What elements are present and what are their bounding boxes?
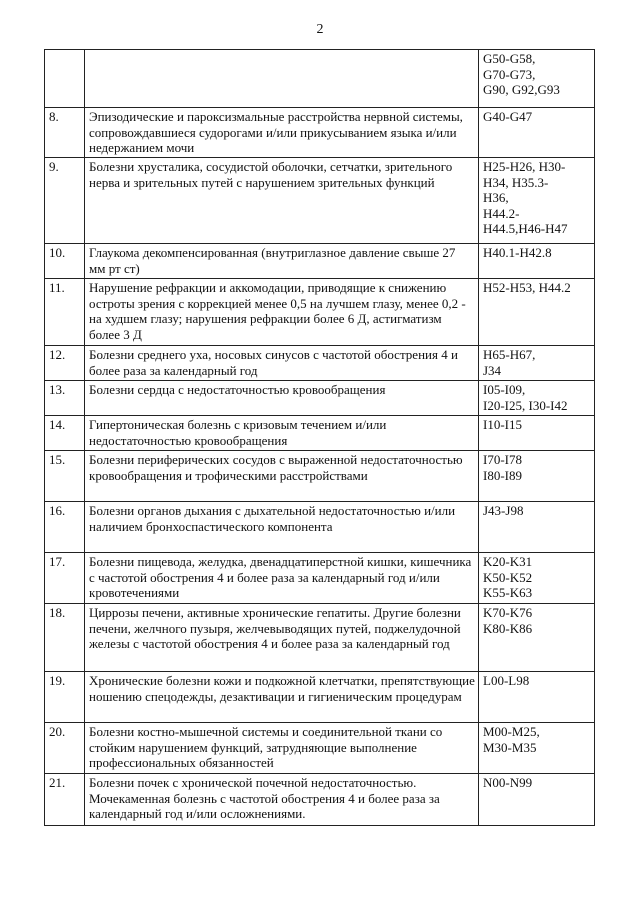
row-codes — [479, 502, 595, 553]
icd-code: L00-L98 — [483, 673, 530, 688]
row-description: Болезни костно-мышечной системы и соединительной ткани со стойким нарушением функций, затрудняющие выполнение профессиональных обязанностей — [85, 723, 479, 774]
row-description: Болезни сердца с недостаточностью кровообращения — [85, 381, 479, 416]
icd-code: I05-I09, — [483, 382, 526, 397]
row-description: Эпизодические и пароксизмальные расстройства нервной системы, сопровождавшиеся судорогами и/или прикусыванием языка и/или недержанием мочи — [85, 108, 479, 158]
icd-code: K80-K86 — [483, 620, 533, 636]
icd-code: G70-G73, — [483, 66, 536, 82]
table-row — [45, 553, 595, 604]
row-codes — [479, 723, 595, 774]
icd-code: K70-K76 — [483, 605, 533, 620]
icd-code: H44.5,H46-H47 — [483, 221, 568, 236]
table-row — [45, 108, 595, 158]
table-row — [45, 416, 595, 451]
icd-code: H25-H26, H30- — [483, 159, 566, 174]
row-codes — [479, 416, 595, 451]
table-body — [45, 50, 595, 826]
row-codes — [479, 346, 595, 381]
icd-code: I20-I25, I30-I42 — [483, 397, 568, 413]
icd-code: J34 — [483, 362, 502, 378]
row-number: 19. — [45, 672, 85, 723]
icd-code: M00-M25, — [483, 724, 540, 739]
row-description: Гипертоническая болезнь с кризовым течением и/или недостаточностью кровообращения — [85, 416, 479, 451]
table-row — [45, 346, 595, 381]
row-description: Циррозы печени, активные хронические гепатиты. Другие болезни печени, желчного пузыря, желчевыводящих путей, поджелудочной железы с частотой обострения 4 и более раза за календарный год — [85, 604, 479, 672]
row-description: Болезни органов дыхания с дыхательной недостаточностью и/или наличием бронхоспастического компонента — [85, 502, 479, 553]
table-row — [45, 50, 595, 108]
table-row — [45, 723, 595, 774]
icd-code: K20-K31 — [483, 554, 533, 569]
icd-code: I10-I15 — [483, 417, 522, 432]
row-description: Болезни хрусталика, сосудистой оболочки, сетчатки, зрительного нерва и зрительных путей с нарушением зрительных функций — [85, 158, 479, 244]
icd-code: H36, — [483, 190, 509, 205]
row-number: 20. — [45, 723, 85, 774]
row-codes — [479, 50, 595, 108]
table-row — [45, 604, 595, 672]
table-row — [45, 774, 595, 826]
icd-code: H65-H67, — [483, 347, 536, 362]
table-row — [45, 502, 595, 553]
row-description: Глаукома декомпенсированная (внутриглазное давление свыше 27 мм рт ст) — [85, 244, 479, 279]
icd-code: H44.2- — [483, 205, 520, 221]
table-row — [45, 279, 595, 346]
row-number: 21. — [45, 774, 85, 826]
icd-code: K55-K63 — [483, 585, 533, 600]
row-description: Хронические болезни кожи и подкожной клетчатки, препятствующие ношению спецодежды, дезактивации и гигиеническим процедурам — [85, 672, 479, 723]
row-number: 14. — [45, 416, 85, 451]
row-number: 10. — [45, 244, 85, 279]
row-number: 11. — [45, 279, 85, 346]
icd-code: H34, H35.3- — [483, 174, 549, 190]
row-description — [85, 50, 479, 108]
row-codes — [479, 774, 595, 826]
row-codes — [479, 553, 595, 604]
row-number: 13. — [45, 381, 85, 416]
icd-code: G40-G47 — [483, 109, 533, 124]
icd-code: M30-M35 — [483, 739, 537, 755]
table-row — [45, 158, 595, 244]
row-codes — [479, 244, 595, 279]
row-description: Болезни пищевода, желудка, двенадцатиперстной кишки, кишечника с частотой обострения 4 и более раза за календарный год и/или кровотечениями — [85, 553, 479, 604]
icd-code: H40.1-H42.8 — [483, 245, 552, 260]
page-number: 2 — [316, 22, 324, 37]
row-codes — [479, 672, 595, 723]
table-row — [45, 381, 595, 416]
row-number: 17. — [45, 553, 85, 604]
row-description: Нарушение рефракции и аккомодации, приводящие к снижению остроты зрения с коррекцией менее 0,5 на лучшем глазу, менее 0,2 - на худшем глазу; нарушения рефракции более 6 Д, астигматизм более 3 Д — [85, 279, 479, 346]
row-number: 12. — [45, 346, 85, 381]
icd-code: J43-J98 — [483, 503, 524, 518]
row-codes — [479, 158, 595, 244]
row-number: 9. — [45, 158, 85, 244]
row-number: 15. — [45, 451, 85, 502]
table-row — [45, 451, 595, 502]
row-number: 8. — [45, 108, 85, 158]
row-number: 16. — [45, 502, 85, 553]
row-description: Болезни среднего уха, носовых синусов с частотой обострения 4 и более раза за календарный год — [85, 346, 479, 381]
row-codes — [479, 279, 595, 346]
icd-code: K50-K52 — [483, 569, 533, 585]
icd-code: G90, G92,G93 — [483, 82, 560, 97]
row-description: Болезни периферических сосудов с выраженной недостаточностью кровообращения и трофическими расстройствами — [85, 451, 479, 502]
icd-code: N00-N99 — [483, 775, 533, 790]
row-codes — [479, 451, 595, 502]
row-number: 18. — [45, 604, 85, 672]
table-row — [45, 244, 595, 279]
icd-code: H52-H53, H44.2 — [483, 280, 571, 295]
table-row — [45, 672, 595, 723]
row-number — [45, 50, 85, 108]
diseases-table — [44, 49, 595, 826]
row-codes — [479, 381, 595, 416]
row-description: Болезни почек с хронической почечной недостаточностью. Мочекаменная болезнь с частотой обострения 4 и более раза за календарный год и/или осложнениями. — [85, 774, 479, 826]
row-codes — [479, 108, 595, 158]
row-codes — [479, 604, 595, 672]
icd-code: G50-G58, — [483, 51, 536, 66]
icd-code: I80-I89 — [483, 467, 522, 483]
icd-code: I70-I78 — [483, 452, 522, 467]
